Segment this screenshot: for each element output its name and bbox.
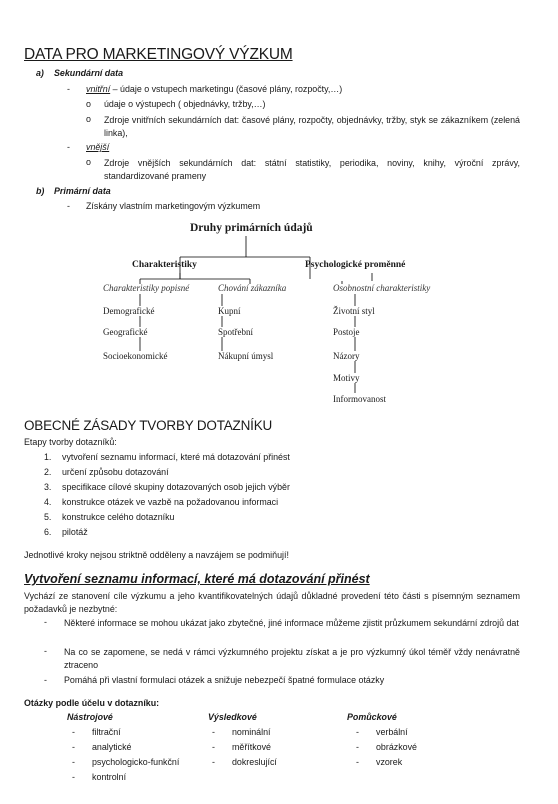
question-type-item: měřítkové xyxy=(232,742,271,752)
step-number: 1. xyxy=(44,452,52,462)
circle-bullet: o xyxy=(86,99,91,109)
info-list-bullet: Na co se zapomene, se nedá v rámci výzkumného projektu získat a je pro výzkumný úkol téměř vždy nenávratně ztraceno xyxy=(64,647,520,670)
diagram-col3-subhead: Osobnostní charakteristiky xyxy=(333,283,431,293)
steps-note: Jednotlivé kroky nejsou striktně odděleny a navzájem se podmiňují! xyxy=(24,550,289,560)
step-number: 2. xyxy=(44,467,52,477)
dash-bullet: - xyxy=(212,727,215,737)
info-list-bullet: Pomáhá při vlastní formulaci otázek a snižuje nebezpečí špatné formulace otázky xyxy=(64,675,385,685)
step-text: pilotáž xyxy=(62,527,88,537)
diagram-item: Spotřební xyxy=(218,327,253,337)
column-head: Pomůckové xyxy=(347,712,397,722)
internal-label: vnitřní xyxy=(86,84,111,94)
dash-bullet: - xyxy=(67,142,70,152)
step-text: konstrukce celého dotazníku xyxy=(62,512,175,522)
diagram-item: Informovanost xyxy=(333,394,386,404)
section-a-label: a) xyxy=(36,68,44,78)
step-number: 6. xyxy=(44,527,52,537)
dash-bullet: - xyxy=(212,742,215,752)
question-type-item: filtrační xyxy=(92,727,121,737)
dash-bullet: - xyxy=(44,617,47,627)
dash-bullet: - xyxy=(356,742,359,752)
step-text: specifikace cílové skupiny dotazovaných osob jejich výběr xyxy=(62,482,290,492)
section-a-title: Sekundární data xyxy=(54,68,124,78)
dash-bullet: - xyxy=(67,84,70,94)
dash-bullet: - xyxy=(356,727,359,737)
column-head: Nástrojové xyxy=(67,712,113,722)
page-title: DATA PRO MARKETINGOVÝ VÝZKUM xyxy=(24,46,293,63)
external-item: Zdroje vnějších sekundárních dat: státní statistiky, periodika, noviny, knihy, výroční zprávy, standardizované prameny xyxy=(104,158,520,181)
circle-bullet: o xyxy=(86,114,91,124)
info-list-bullet: Některé informace se mohou ukázat jako zbytečné, jiné informace můžeme zjistit průzkumem sekundární zdrojů dat xyxy=(64,618,519,628)
step-number: 3. xyxy=(44,482,52,492)
dash-bullet: - xyxy=(72,727,75,737)
diagram-head-characteristics: Charakteristiky xyxy=(132,260,197,270)
section-b-label: b) xyxy=(36,186,45,196)
external-label: vnější xyxy=(86,142,110,152)
diagram-item: Demografické xyxy=(103,306,155,316)
column-head: Výsledkové xyxy=(208,712,257,722)
step-text: konstrukce otázek ve vazbě na požadovanou informaci xyxy=(62,497,279,507)
diagram-item: Životní styl xyxy=(333,306,375,316)
dash-bullet: - xyxy=(356,757,359,767)
internal-item: údaje o výstupech ( objednávky, tržby,…) xyxy=(104,99,266,109)
question-type-item: psychologicko-funkční xyxy=(92,757,180,767)
section-questionnaire-title: OBECNÉ ZÁSADY TVORBY DOTAZNÍKU xyxy=(24,418,273,433)
question-type-item: kontrolní xyxy=(92,772,127,782)
diagram-title: Druhy primárních údajů xyxy=(190,222,313,234)
internal-description: – údaje o vstupech marketingu (časové plány, rozpočty,…) xyxy=(110,84,343,94)
diagram-item: Nákupní úmysl xyxy=(218,351,274,361)
question-type-item: obrázkové xyxy=(376,742,417,752)
diagram-col1-subhead: Charakteristiky popisné xyxy=(103,283,190,293)
question-type-item: vzorek xyxy=(376,757,403,767)
section-info-list-title: Vytvoření seznamu informací, které má dotazování přinést xyxy=(24,572,370,586)
diagram-item: Kupní xyxy=(218,306,241,316)
dash-bullet: - xyxy=(67,201,70,211)
dash-bullet: - xyxy=(72,772,75,782)
diagram-head-psychological: Psychologické proměnné xyxy=(305,260,406,270)
diagram-item: Geografické xyxy=(103,327,148,337)
question-type-item: verbální xyxy=(376,727,408,737)
step-text: určení způsobu dotazování xyxy=(62,467,169,477)
dash-bullet: - xyxy=(72,742,75,752)
dash-bullet: - xyxy=(72,757,75,767)
primary-data-item: Získány vlastním marketingovým výzkumem xyxy=(86,201,261,211)
diagram-item: Socioekonomické xyxy=(103,351,168,361)
diagram-item: Postoje xyxy=(333,327,360,337)
section-info-list-para: Vychází ze stanovení cíle výzkumu a jeho kvantifikovatelných údajů důkladné provedení této části s písemným seznamem požadavků je nezbytné: xyxy=(24,591,520,614)
step-number: 5. xyxy=(44,512,52,522)
step-text: vytvoření seznamu informací, které má dotazování přinést xyxy=(62,452,290,462)
question-type-item: analytické xyxy=(92,742,132,752)
question-type-item: dokreslující xyxy=(232,757,277,767)
diagram-item: Názory xyxy=(333,351,360,361)
dash-bullet: - xyxy=(44,646,47,656)
section-questionnaire-intro: Etapy tvorby dotazníků: xyxy=(24,437,117,447)
dash-bullet: - xyxy=(212,757,215,767)
step-number: 4. xyxy=(44,497,52,507)
question-types-title: Otázky podle účelu v dotazníku: xyxy=(24,698,160,708)
section-b-title: Primární data xyxy=(54,186,111,196)
diagram-col2-subhead: Chování zákazníka xyxy=(218,283,287,293)
dash-bullet: - xyxy=(44,675,47,685)
circle-bullet: o xyxy=(86,157,91,167)
question-type-item: nominální xyxy=(232,727,271,737)
internal-item: Zdroje vnitřních sekundárních dat: časové plány, rozpočty, objednávky, tržby, styk se zákazníkem (zelená linka), xyxy=(104,115,520,138)
diagram-item: Motivy xyxy=(333,373,360,383)
